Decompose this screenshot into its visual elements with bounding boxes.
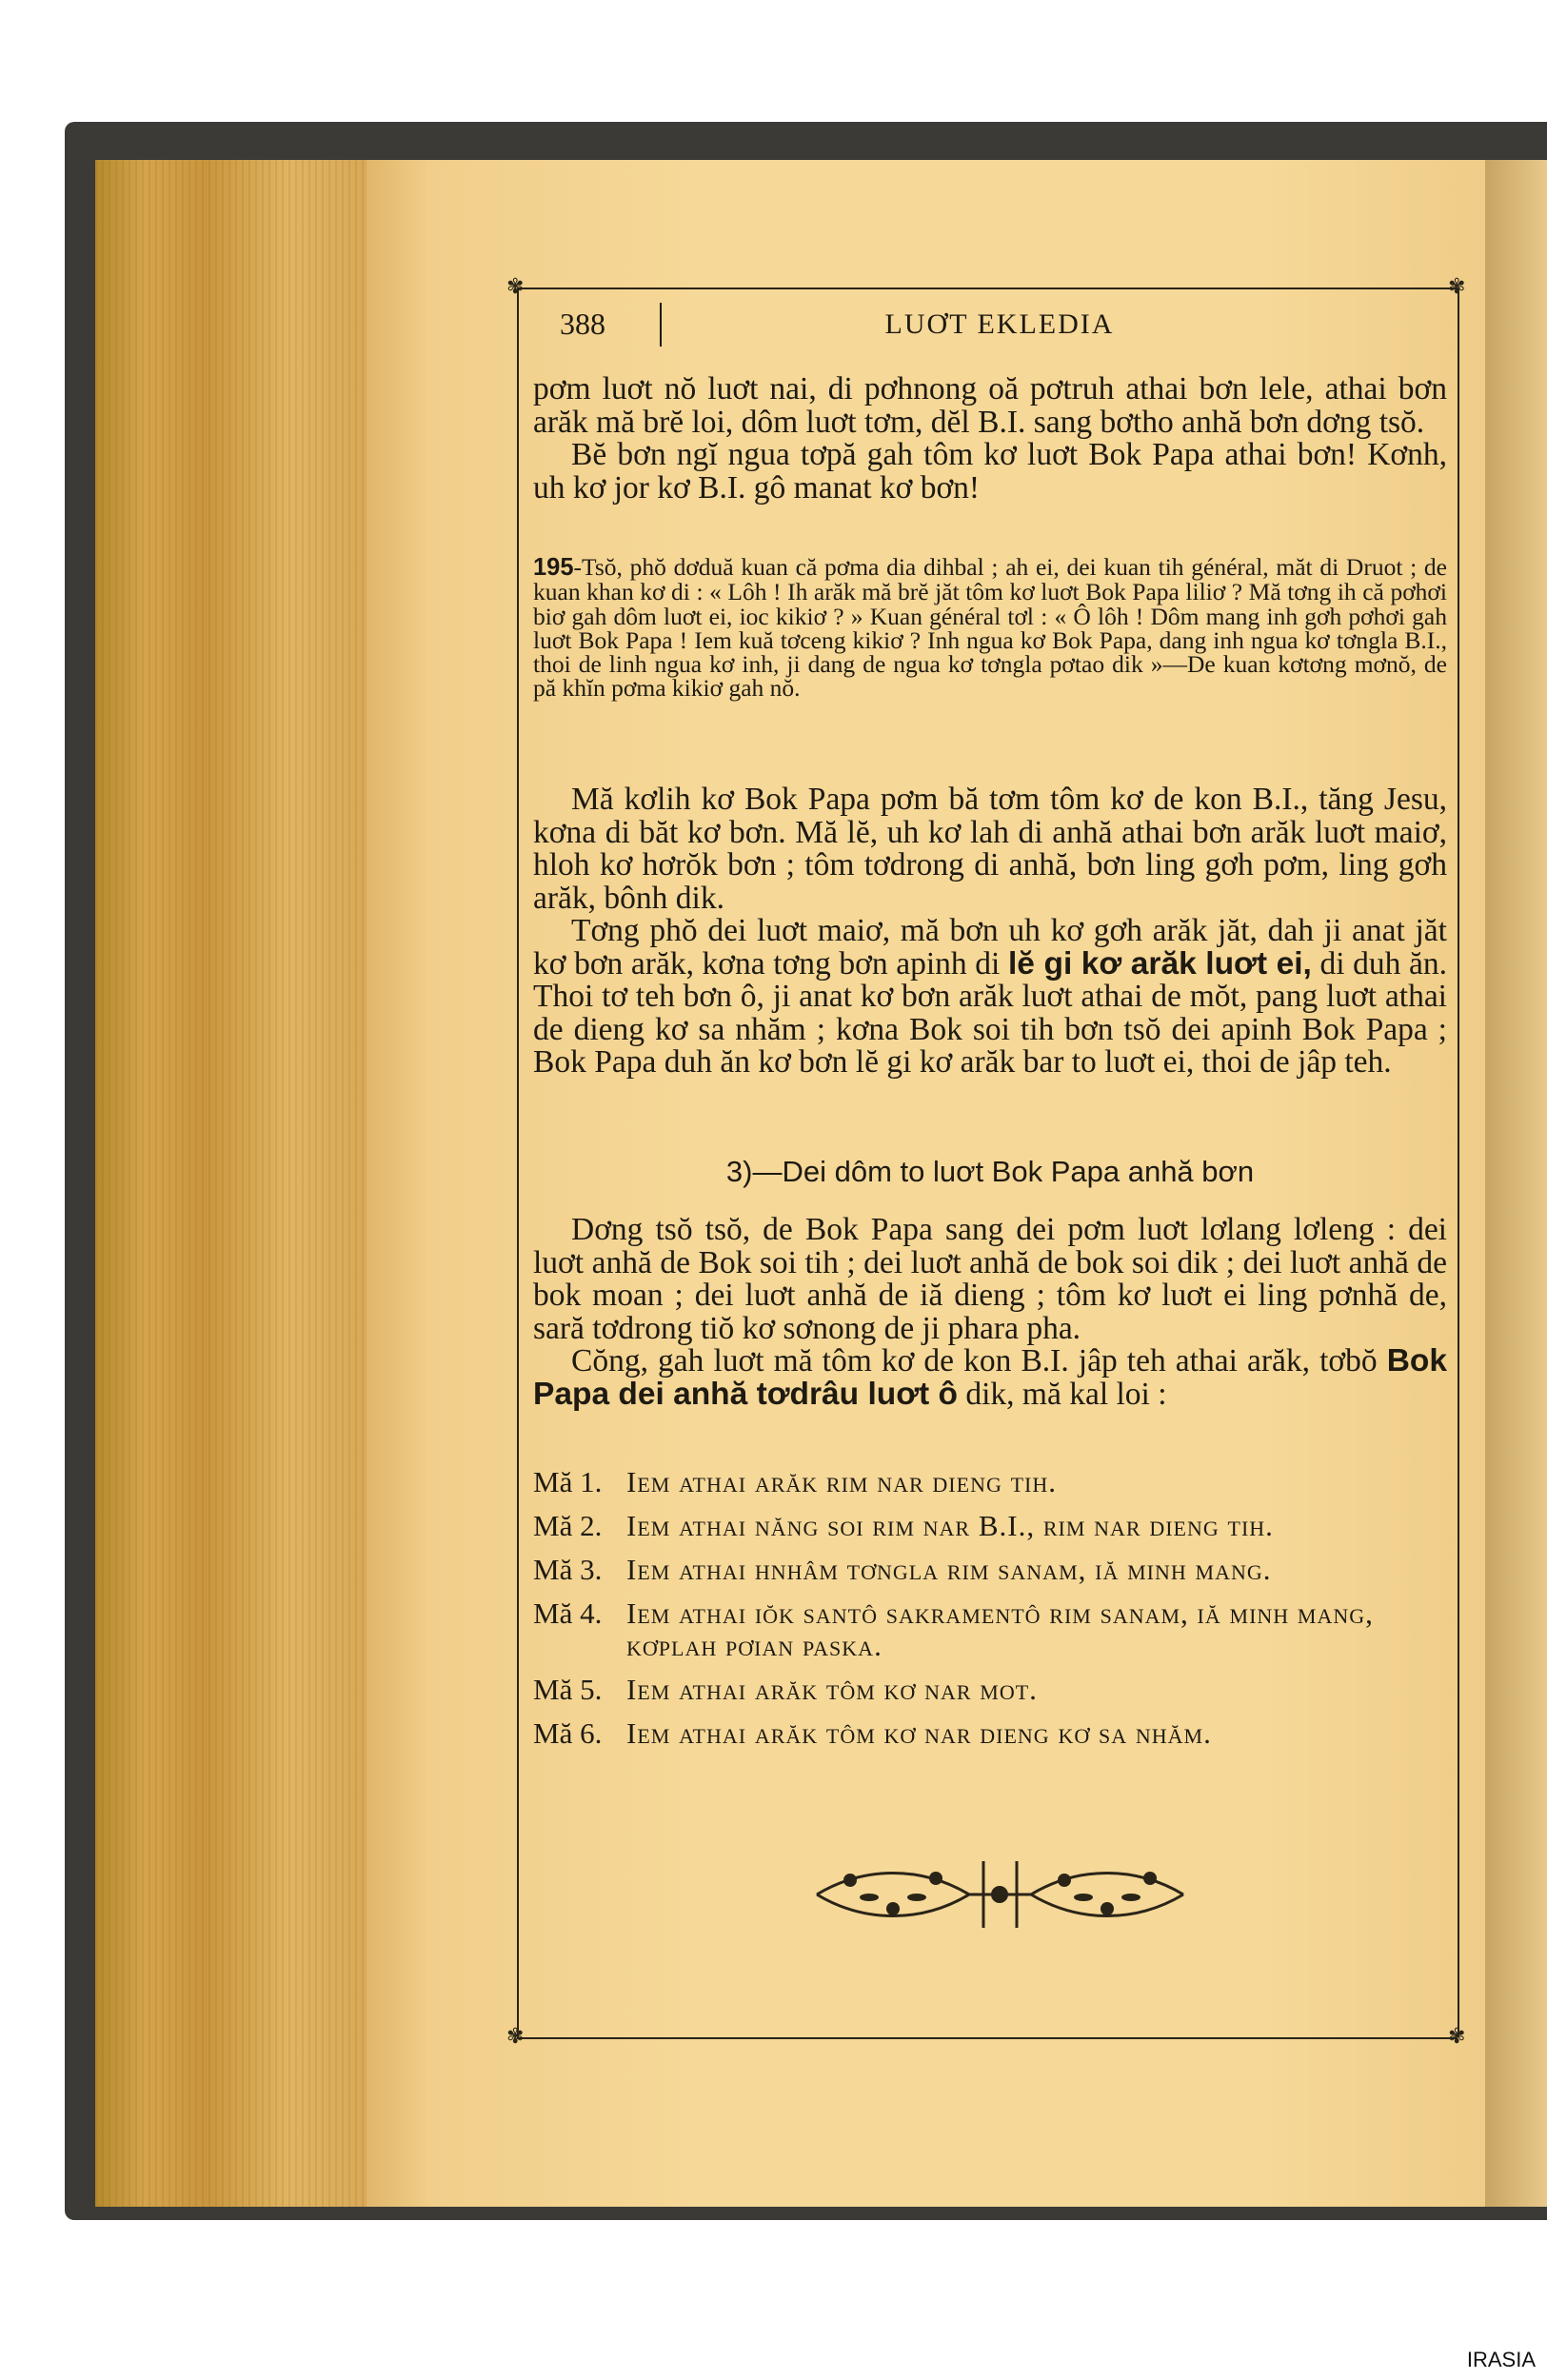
item-number: Mă 1. [533,1465,603,1498]
item-text: Iem athai arăk tôm kơ nar dieng kơ sa nhăm. [626,1716,1212,1750]
footnote [533,555,1447,701]
item-number: Mă 3. [533,1553,603,1586]
item-text: Iem athai hnhâm tơngla rim sanam, iă minh mang. [626,1553,1272,1586]
corner-flower-icon: ✾ [506,2024,525,2048]
paragraph-text: Tơng phŏ dei luơt maiơ, mă bơn uh kơ gơh arăk jăt, dah ji anat jăt kơ bơn arăk, kơna tơng bơn apinh di [533,913,1447,982]
running-title: LUƠT EKLEDIA [884,308,1115,340]
paragraph: Dơng tsŏ tsŏ, de Bok Papa sang dei pơm luơt lơlang lơleng : dei luơt anhă de Bok soi tih ; dei luơt anhă de bok soi dik ; dei luơt anhă de bok moan ; dei luơt anhă de iă dieng ; tôm kơ luơt ei ling pơnhă de, sară tơdrong tiŏ kơ sơnong de ji phara pha. [533,1212,1447,1346]
list-item [533,1554,1447,1586]
paragraph: Bĕ bơn ngĭ ngua tơpă gah tôm kơ luơt Bok Papa athai bơn! Kơnh, uh kơ jor kơ B.I. gô manat kơ bơn! [533,437,1447,506]
paragraph [533,915,1447,1080]
list-item [533,1510,1447,1542]
watermark: IRASIA [1466,2348,1536,2371]
paragraph [533,1345,1447,1411]
note-text: -Tsŏ, phŏ dơduă kuan că pơma dia dihbal ; ah ei, dei kuan tih général, măt di Druot ; de kuan khan kơ di : « Lôh ! Ih arăk mă brĕ jăt tôm kơ luơt Bok Papa liliơ ? Mă tơng ih că pơhơi biơ gah dôm luơt ei, ioc kikiơ ? » Kuan général tơl : « Ô lôh ! Dôm mang inh gơh pơhơi gah luơt Bok Papa ! Iem kuă tơceng kikiơ ? Inh ngua kơ Bok Papa, dang inh ngua kơ tơngla B.I., thoi de linh ngua kơ inh, ji dang de ngua kơ tơngla pơtao dik »—De kuan kơtơng mơnŏ, de pă khĭn pơma kikiơ gah nŏ. [533,553,1447,703]
item-text: Iem athai arăk tôm kơ nar mot. [626,1673,1038,1706]
corner-flower-icon: ✾ [506,274,525,298]
frame-left-rule [517,288,519,2037]
body-text [533,373,1447,505]
note-number: 195 [533,554,574,581]
item-number: Mă 6. [533,1716,603,1750]
item-text: Iem athai năng soi rim nar B.I., rim nar dieng tih. [626,1509,1274,1542]
emphasis: Bok Papa dei anhă tơdrâu luơt ô [533,1343,1448,1412]
facing-page-edge [1485,160,1547,2207]
item-number: Mă 4. [533,1597,603,1630]
paragraph-text: Cŏng, gah luơt mă tôm kơ de kon B.I. jâp teh athai arăk, tơbŏ [571,1343,1378,1378]
body-text [533,783,1447,1080]
page-number: 388 [560,307,605,341]
floral-ornament-icon [807,1852,1193,1937]
frame-bottom-rule [517,2037,1458,2039]
body-text [533,1214,1447,1411]
corner-flower-icon: ✾ [1448,274,1466,298]
item-number: Mă 2. [533,1509,603,1542]
frame-top-rule [517,288,1458,289]
commandments-list [533,1466,1447,1761]
item-text: Iem athai iŏk santô sakramentô rim sanam, iă minh mang, kơplah pơian paska. [626,1597,1374,1662]
paragraph: pơm luơt nŏ luơt nai, di pơhnong oă pơtruh athai bơn lele, athai bơn arăk mă brĕ loi, dôm luơt tơm, dĕl B.I. sang bơtho anhă bơn dơng tsŏ. [533,371,1447,440]
header-divider [660,303,662,347]
frame-right-rule [1458,288,1459,2037]
paragraph: Mă kơlih kơ Bok Papa pơm bă tơm tôm kơ de kon B.I., tăng Jesu, kơna di băt kơ bơn. Mă lĕ, uh kơ lah di anhă athai bơn arăk luơt maiơ, hloh kơ hơrŏk bơn ; tôm tơdrong di anhă, bơn ling gơh pơm, ling gơh arăk, bônh dik. [533,782,1447,916]
corner-flower-icon: ✾ [1448,2024,1466,2048]
item-text: Iem athai arăk rim nar dieng tih. [626,1465,1057,1498]
list-item [533,1466,1447,1498]
list-item [533,1674,1447,1706]
item-number: Mă 5. [533,1673,603,1706]
running-header [533,303,1447,348]
section-heading: 3)—Dei dôm to luơt Bok Papa anhă bơn [725,1155,1255,1188]
paragraph-text: dik, mă kal loi : [965,1376,1167,1412]
section [533,1155,1447,1189]
paragraph-text: di duh ăn. Thoi tơ teh bơn ô, ji anat kơ bơn arăk luơt athai de mŏt, pang luơt athai de dieng kơ sa nhăm ; kơna Bok soi tih bơn tsŏ dei apinh Bok Papa ; Bok Papa duh ăn kơ bơn lĕ gi kơ arăk bar to luơt ei, thoi de jâp teh. [533,945,1447,1080]
list-item [533,1717,1447,1750]
list-item [533,1597,1447,1662]
page-edge-texture [95,160,371,2207]
emphasis: lĕ gi kơ arăk luơt ei, [1007,945,1312,982]
